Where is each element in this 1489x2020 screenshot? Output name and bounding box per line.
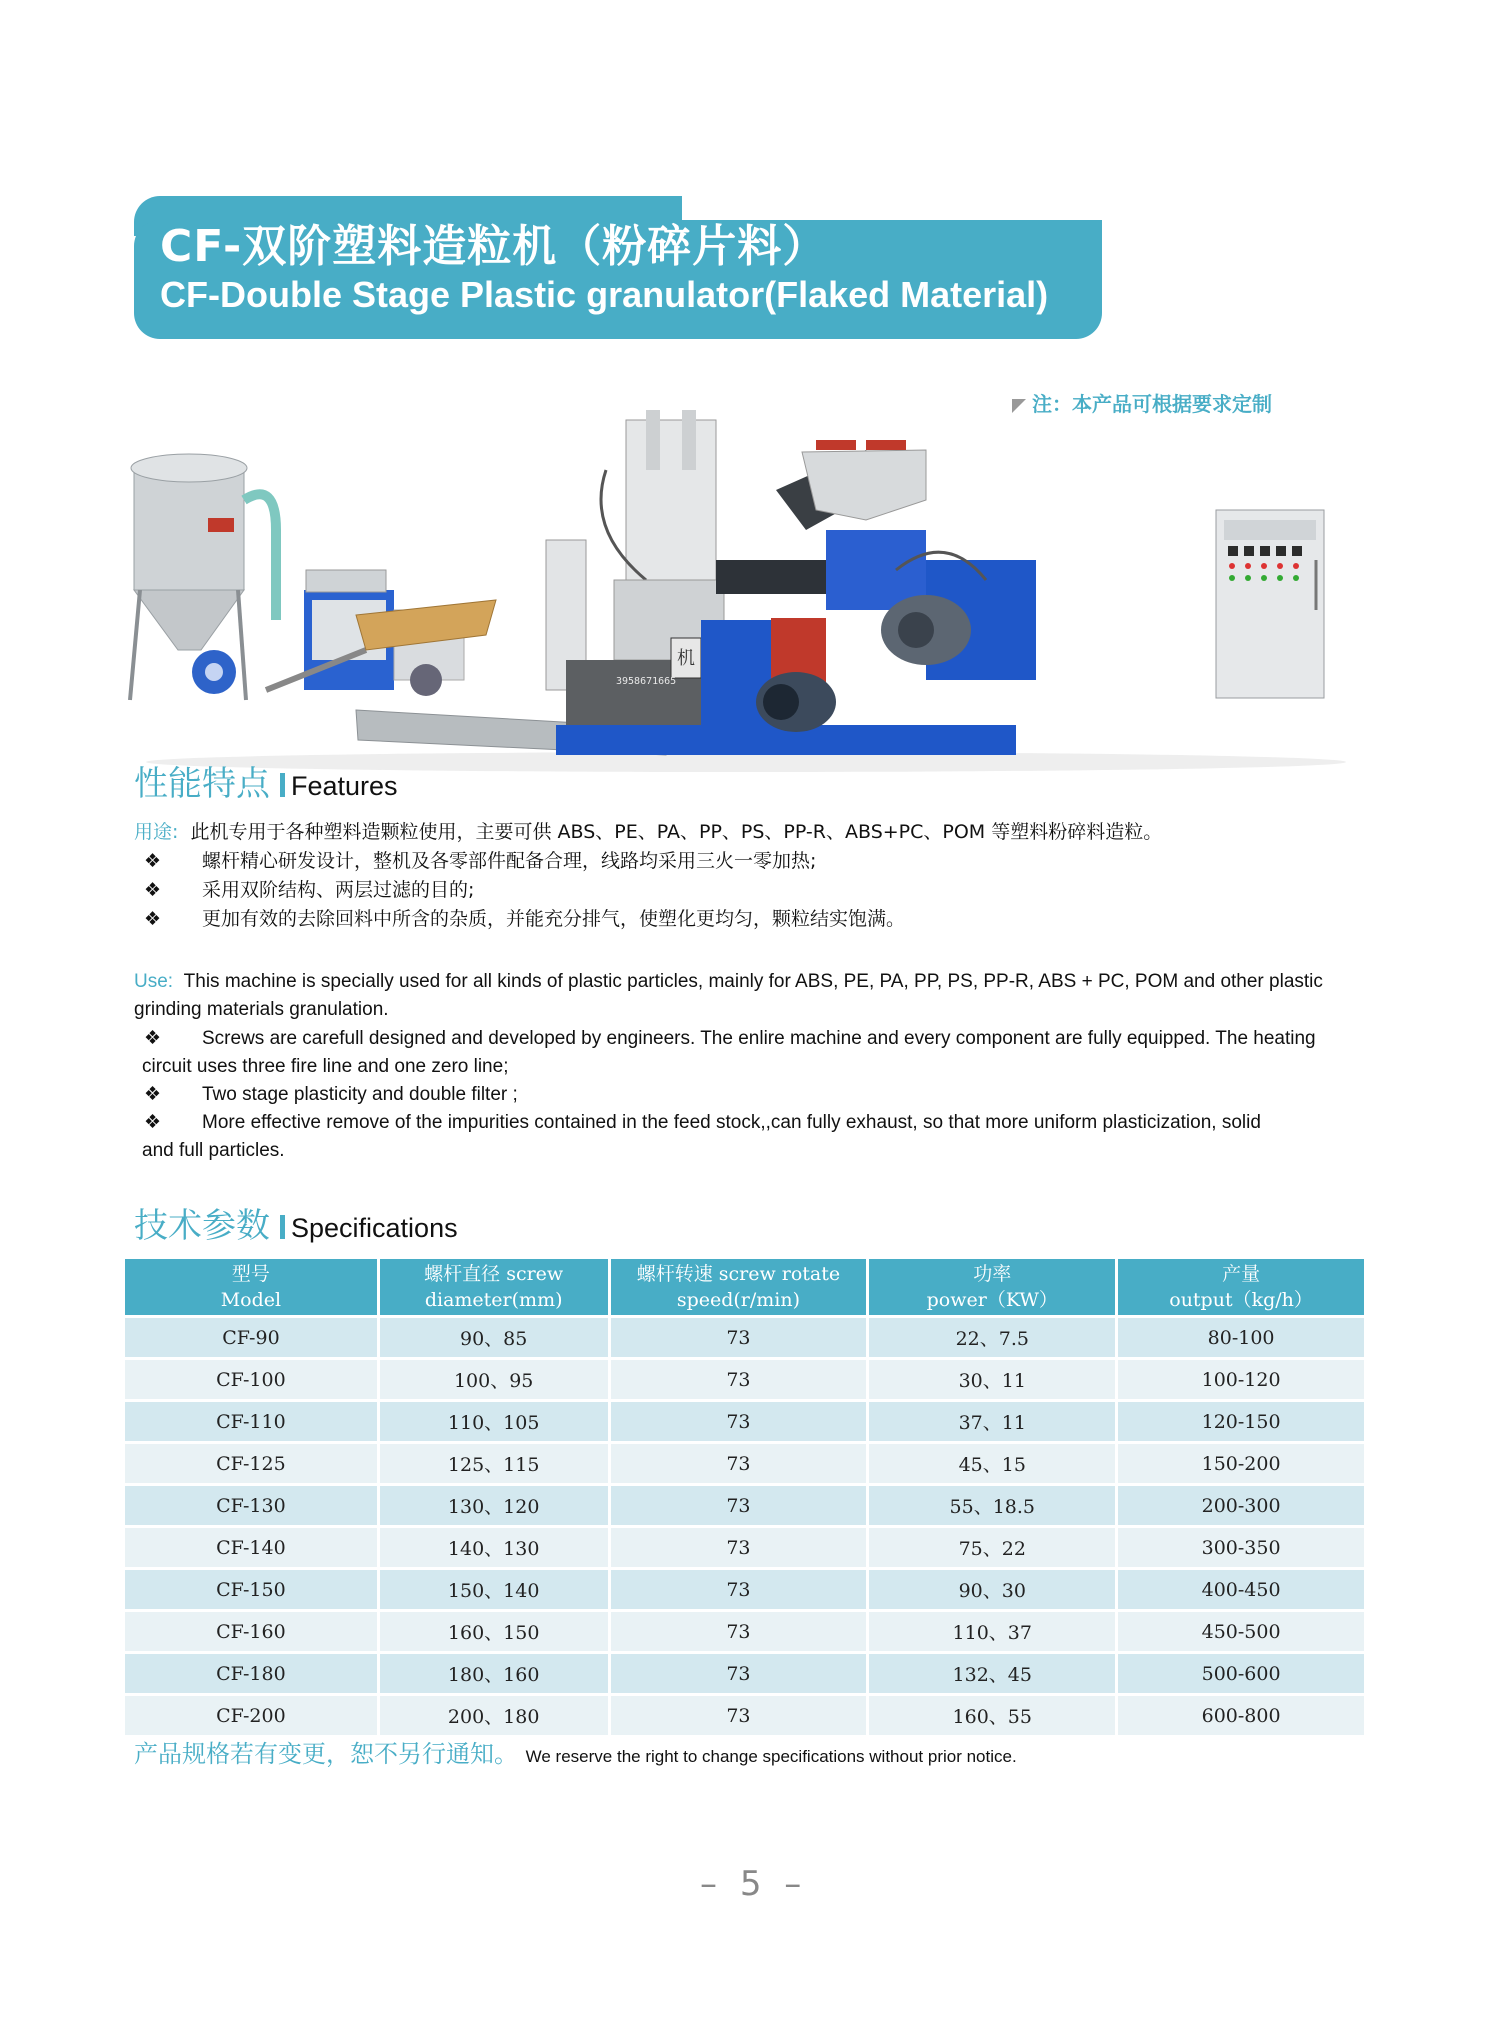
table-row: CF-160 160、150 73 110、37 450-500	[125, 1612, 1364, 1651]
use-cn-line: 用途: 此机专用于各种塑料造颗粒使用，主要可供 ABS、PE、PA、PP、PS、PP-R、ABS+PC、POM 等塑料粉碎料造粒。	[134, 821, 1163, 843]
crusher-unit	[266, 570, 496, 696]
silo-hopper	[130, 454, 276, 700]
feature-en-bullet: ❖ Screws are carefull designed and developed by engineers. The enlire machine and every component are fully equipped. The heating	[144, 1028, 1316, 1049]
page-title-en: CF-Double Stage Plastic granulator(Flaked Material)	[160, 274, 1049, 315]
table-row: CF-110 110、105 73 37、11 120-150	[125, 1402, 1364, 1441]
features-heading: 性能特点 Features	[134, 764, 398, 804]
feature-en-bullet: ❖ Two stage plasticity and double filter ;	[144, 1084, 518, 1105]
customization-note: 注：本产品可根据要求定制	[1012, 388, 1272, 417]
table-row: CF-125 125、115 73 45、15 150-200	[125, 1444, 1364, 1483]
spec-change-notice: 产品规格若有变更，恕不另行通知。 We reserve the right to change specifications without prior notice.	[134, 1740, 1017, 1768]
control-cabinet	[1216, 510, 1324, 698]
granulator-machine-image	[126, 410, 1366, 782]
feature-cn-bullet: ❖ 采用双阶结构、两层过滤的目的;	[144, 879, 475, 901]
specifications-heading: 技术参数 Specifications	[134, 1206, 458, 1246]
specifications-table	[122, 1256, 1367, 1738]
column-header-diameter: 螺杆直径 screw diameter(mm)	[380, 1259, 608, 1315]
use-en-line: Use: This machine is specially used for all kinds of plastic particles, mainly for ABS, PE, PA, PP, PS, PP-R, ABS + PC, POM and other plastic	[134, 971, 1323, 992]
column-header-output: 产量 output（kg/h）	[1118, 1259, 1364, 1315]
column-header-model: 型号 Model	[125, 1259, 377, 1315]
column-header-power: 功率 power（KW）	[869, 1259, 1115, 1315]
features-en-block: Use: This machine is specially used for all kinds of plastic particles, mainly for ABS, PE, PA, PP, PS, PP-R, ABS + PC, POM and other plastic grinding materials granulation. ❖ Screws are carefull designed and developed by engineers. The enlire machine and every component are fully equipped. The heating circuit uses three fire line and one zero line; ❖ Two stage plasticity and double filter ; ❖ More effective remove of the impurities contained in the feed stock,,can fully exhaust, so that more uniform plasticization, solid and full particles.	[134, 968, 1394, 1165]
plate-char: 机	[677, 648, 695, 669]
page-number: – 5 –	[700, 1864, 808, 1904]
table-row: CF-180 180、160 73 132、45 500-600	[125, 1654, 1364, 1693]
column-header-speed: 螺杆转速 screw rotate speed(r/min)	[611, 1259, 867, 1315]
plate-phone: 3958671665	[616, 676, 677, 687]
feature-cn-bullet: ❖ 螺杆精心研发设计，整机及各零部件配备合理，线路均采用三火一零加热;	[144, 850, 817, 872]
table-row: CF-100 100、95 73 30、11 100-120	[125, 1360, 1364, 1399]
feature-en-bullet: ❖ More effective remove of the impurities contained in the feed stock,,can fully exhaust, so that more uniform plasticization, solid	[144, 1112, 1261, 1133]
table-row: CF-150 150、140 73 90、30 400-450	[125, 1570, 1364, 1609]
feature-cn-bullet: ❖ 更加有效的去除回料中所含的杂质，并能充分排气，使塑化更均匀，颗粒结实饱满。	[144, 908, 906, 930]
table-row: CF-140 140、130 73 75、22 300-350	[125, 1528, 1364, 1567]
table-row: CF-90 90、85 73 22、7.5 80-100	[125, 1318, 1364, 1357]
table-header-row	[125, 1259, 1364, 1315]
features-cn-block	[134, 818, 1374, 934]
table-row: CF-200 200、180 73 160、55 600-800	[125, 1696, 1364, 1735]
page-title-cn: CF-双阶塑料造粒机（粉碎片料）	[160, 221, 828, 272]
table-row: CF-130 130、120 73 55、18.5 200-300	[125, 1486, 1364, 1525]
